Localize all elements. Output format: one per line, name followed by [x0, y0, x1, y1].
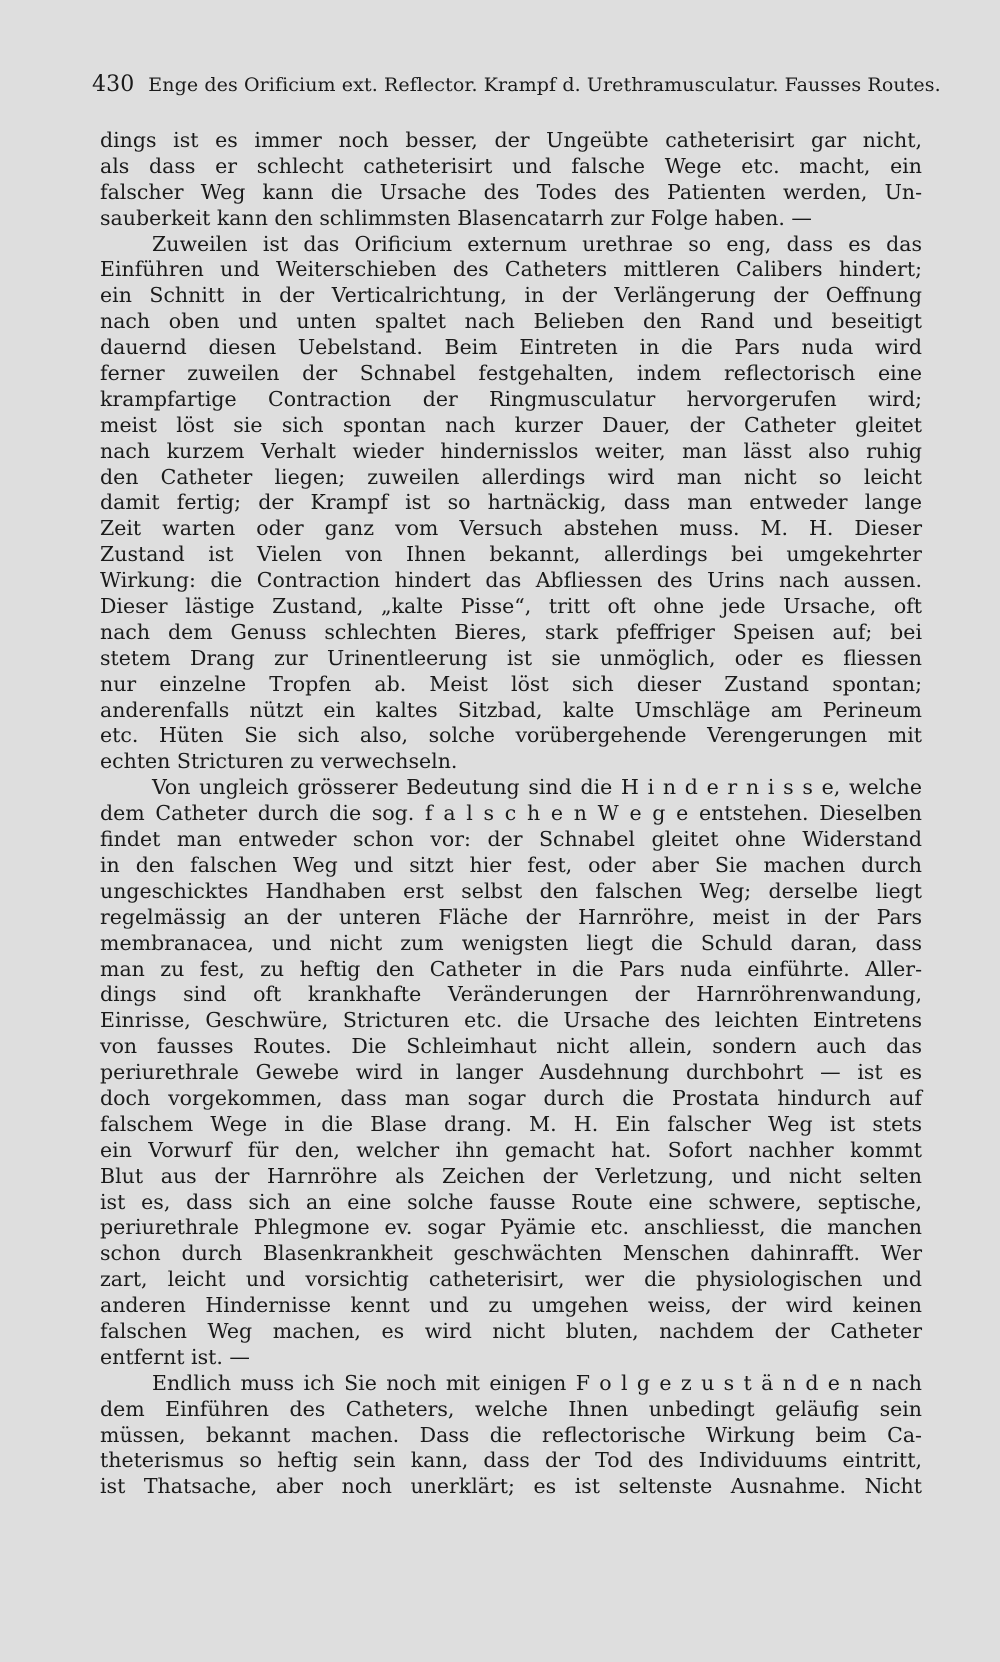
text-line: entfernt ist. —	[100, 1344, 250, 1369]
text-line: membranacea, und nicht zum wenigsten liegt die Schuld daran, dass	[100, 930, 922, 955]
text-line: nur einzelne Tropfen ab. Meist löst sich dieser Zustand spontan;	[100, 671, 922, 696]
text-line: den Catheter liegen; zuweilen allerdings wird man nicht so leicht	[100, 464, 922, 489]
text-line: Zustand ist Vielen von Ihnen bekannt, allerdings bei umgekehrter	[100, 542, 922, 567]
text-line: ungeschicktes Handhaben erst selbst den falschen Weg; derselbe liegt	[100, 878, 922, 903]
text-line: periurethrale Phlegmone ev. sogar Pyämie etc. anschliesst, die manchen	[100, 1215, 922, 1240]
text-line: nach oben und unten spaltet nach Belieben den Rand und beseitigt	[100, 309, 922, 334]
text-line: ist es, dass sich an eine solche fausse Route eine schwere, septische,	[100, 1189, 922, 1214]
text-line: dings sind oft krankhafte Veränderungen der Harnröhrenwandung,	[100, 982, 922, 1007]
text-line: findet man entweder schon vor: der Schnabel gleitet ohne Widerstand	[100, 827, 922, 852]
text-line: ein Schnitt in der Verticalrichtung, in der Verlängerung der Oeffnung	[100, 283, 922, 308]
text-line: ferner zuweilen der Schnabel festgehalten, indem reflectorisch eine	[100, 361, 922, 386]
text-line: müssen, bekannt machen. Dass die reflectorische Wirkung beim Ca-	[100, 1422, 922, 1447]
text-line: falscher Weg kann die Ursache des Todes des Patienten werden, Un-	[100, 179, 922, 204]
text-line: krampfartige Contraction der Ringmusculatur hervorgerufen wird;	[100, 386, 922, 411]
text-line: stetem Drang zur Urinentleerung ist sie unmöglich, oder es fliessen	[100, 645, 922, 670]
text-line: zart, leicht und vorsichtig catheterisirt, wer die physiologischen und	[100, 1267, 922, 1292]
text-line: nach kurzem Verhalt wieder hindernisslos weiter, man lässt also ruhig	[100, 438, 922, 463]
text-line: dauernd diesen Uebelstand. Beim Eintreten in die Pars nuda wird	[100, 335, 922, 360]
text-line: dem Catheter durch die sog. f a l s c h e n W e g e entstehen. Dieselben	[100, 801, 922, 826]
text-line: Von ungleich grösserer Bedeutung sind die H i n d e r n i s s e, welche	[152, 775, 922, 800]
text-line: nach dem Genuss schlechten Bieres, stark pfeffriger Speisen auf; bei	[100, 619, 922, 644]
text-line: theterismus so heftig sein kann, dass der Tod des Individuums eintritt,	[100, 1448, 922, 1473]
page-number: 430	[92, 72, 135, 97]
text-line: in den falschen Weg und sitzt hier fest, oder aber Sie machen durch	[100, 852, 922, 877]
text-line: periurethrale Gewebe wird in langer Ausdehnung durchbohrt — ist es	[100, 1060, 922, 1085]
text-line: Zeit warten oder ganz vom Versuch abstehen muss. M. H. Dieser	[100, 516, 922, 541]
text-line: anderenfalls nützt ein kaltes Sitzbad, kalte Umschläge am Perineum	[100, 697, 922, 722]
text-line: doch vorgekommen, dass man sogar durch die Prostata hindurch auf	[100, 1085, 922, 1110]
text-line: etc. Hüten Sie sich also, solche vorübergehende Verengerungen mit	[100, 723, 922, 748]
text-line: ein Vorwurf für den, welcher ihn gemacht hat. Sofort nachher kommt	[100, 1137, 922, 1162]
text-line: Wirkung: die Contraction hindert das Abfliessen des Urins nach aussen.	[100, 568, 922, 593]
text-line: dings ist es immer noch besser, der Ungeübte catheterisirt gar nicht,	[100, 128, 922, 152]
text-line: von fausses Routes. Die Schleimhaut nicht allein, sondern auch das	[100, 1034, 922, 1059]
text-line: schon durch Blasenkrankheit geschwächten Menschen dahinrafft. Wer	[100, 1241, 922, 1266]
running-title: Enge des Orificium ext. Reflector. Krampf d. Urethramusculatur. Fausses Routes.	[148, 74, 941, 96]
text-line: Blut aus der Harnröhre als Zeichen der Verletzung, und nicht selten	[100, 1163, 922, 1188]
text-line: echten Stricturen zu verwechseln.	[100, 749, 458, 774]
text-line: meist löst sie sich spontan nach kurzer Dauer, der Catheter gleitet	[100, 412, 922, 437]
text-line: damit fertig; der Krampf ist so hartnäckig, dass man entweder lange	[100, 490, 922, 515]
body-text	[100, 128, 922, 1500]
text-line: regelmässig an der unteren Fläche der Harnröhre, meist in der Pars	[100, 904, 922, 929]
text-line: dem Einführen des Catheters, welche Ihnen unbedingt geläufig sein	[100, 1396, 922, 1421]
text-line: Endlich muss ich Sie noch mit einigen F o l g e z u s t ä n d e n nach	[152, 1370, 922, 1395]
text-line: als dass er schlecht catheterisirt und falsche Wege etc. macht, ein	[100, 153, 922, 178]
text-line: ist Thatsache, aber noch unerklärt; es ist seltenste Ausnahme. Nicht	[100, 1474, 922, 1499]
text-line: Dieser lästige Zustand, „kalte Pisse“, tritt oft ohne jede Ursache, oft	[100, 594, 922, 619]
text-line: Einrisse, Geschwüre, Stricturen etc. die Ursache des leichten Eintretens	[100, 1008, 922, 1033]
text-line: Zuweilen ist das Orificium externum urethrae so eng, dass es das	[152, 231, 922, 256]
text-line: man zu fest, zu heftig den Catheter in die Pars nuda einführte. Aller-	[100, 956, 922, 981]
text-line: anderen Hindernisse kennt und zu umgehen weiss, der wird keinen	[100, 1293, 922, 1318]
text-line: sauberkeit kann den schlimmsten Blasencatarrh zur Folge haben. —	[100, 205, 812, 230]
page-header	[92, 72, 941, 97]
text-line: Einführen und Weiterschieben des Catheters mittleren Calibers hindert;	[100, 257, 922, 282]
text-line: falschen Weg machen, es wird nicht bluten, nachdem der Catheter	[100, 1318, 922, 1343]
text-line: falschem Wege in die Blase drang. M. H. Ein falscher Weg ist stets	[100, 1111, 922, 1136]
